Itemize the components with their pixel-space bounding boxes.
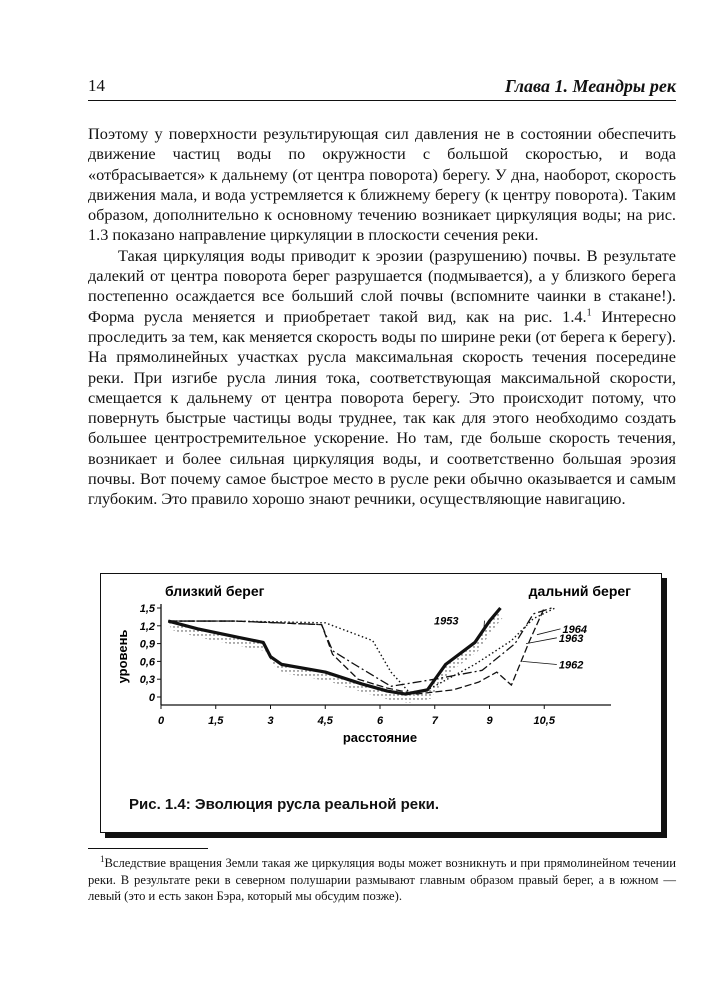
y-tick-label: 1,5 bbox=[139, 603, 155, 615]
footnote bbox=[88, 855, 676, 905]
label-leader bbox=[522, 661, 557, 664]
paragraph-1: Поэтому у поверхности результирующая сил давления не в состоянии обеспечить движение частиц воды по окружности с большой скоростью, и вода «отбрасывается» к дальнему (от центра поворота) берегу. У дна, наоборот, скорость движения мала, и вода устремляется к ближнему берегу (к центру поворота). Таким образом, дополнительно к основному течению возникает циркуляция воды; на рис. 1.3 показано направление циркуляции в плоскости сечения реки. bbox=[88, 124, 676, 245]
series-label-1953: 1953 bbox=[433, 615, 459, 628]
x-tick-label: 9 bbox=[486, 715, 493, 727]
y-tick-label: 1,2 bbox=[139, 620, 155, 633]
running-title: Глава 1. Меандры рек bbox=[504, 76, 676, 96]
y-axis-title: уровень bbox=[115, 629, 130, 684]
footnote-text: Вследствие вращения Земли такая же циркуляция воды может возникнуть и при прямолинейном течении реки. В результате реки в северном полушарии размывают главным образом правый берег, а в южном — левый (это и есть закон Бэра, который мы обсудим позже). bbox=[88, 856, 676, 904]
paragraph-2-part-a: Такая циркуляция воды приводит к эрозии (разрушению) почвы. В результате далекий от центра поворота берег разрушается (подмывается), а у близкого берега постепенно осаждается все больший слой почвы (вспомните чаинки в стакане!). Форма русла меняется и приобретает такой вид, как на рис. 1.4. bbox=[88, 245, 676, 326]
paragraph-2 bbox=[88, 246, 676, 510]
x-tick-label: 0 bbox=[157, 715, 165, 727]
page-header bbox=[88, 76, 676, 101]
y-tick-label: 0,3 bbox=[139, 674, 155, 687]
series-label-1963: 1963 bbox=[558, 632, 584, 645]
x-tick-label: 6 bbox=[376, 715, 384, 727]
footnote-mark: 1 bbox=[100, 853, 105, 864]
x-tick-label: 10,5 bbox=[533, 715, 555, 727]
x-axis-title: расстояние bbox=[342, 730, 418, 745]
river-profile-chart bbox=[101, 574, 661, 832]
figure-caption: Рис. 1.4: Эволюция русла реальной реки. bbox=[129, 796, 440, 813]
x-tick-label: 1,5 bbox=[208, 715, 224, 727]
x-tick-label: 3 bbox=[267, 715, 274, 727]
page-number: 14 bbox=[88, 76, 105, 95]
footnote-reference[interactable]: 1 bbox=[586, 307, 592, 319]
x-tick-label: 7 bbox=[431, 715, 438, 727]
paragraph-2-part-b: Интересно проследить за тем, как меняется скорость воды по ширине реки (от берега к берегу). На прямолинейных участках русла максимальная скорость течения посередине реки. При изгибе русла линия тока, соответствующая максимальной скорости, смещается к дальнему от центра поворота берегу. Это происходит потому, что повернуть быстрые частицы воды труднее, так как для этого необходимо создать большее центростремительное ускорение. Но там, где больше скорость течения, возникает и более сильная циркуляция воды, и соответственно большая эрозия почвы. Вот почему самое быстрое место в русле реки обычно оказывается и самым глубоким. Это правило хорошо знают речники, осуществляющие навигацию. bbox=[88, 306, 676, 509]
body-text bbox=[88, 124, 676, 510]
y-tick-label: 0,9 bbox=[139, 638, 155, 651]
series-label-1964: 1964 bbox=[562, 623, 587, 636]
x-tick-label: 4,5 bbox=[317, 715, 333, 727]
near-bank-label: близкий берег bbox=[165, 583, 265, 599]
y-tick-label: 0,6 bbox=[139, 656, 155, 669]
y-tick-label: 0 bbox=[148, 692, 155, 704]
figure-1-4 bbox=[100, 573, 662, 833]
label-leader bbox=[537, 629, 561, 635]
footnote-rule bbox=[88, 848, 208, 849]
series-label-1962: 1962 bbox=[558, 659, 584, 672]
far-bank-label: дальний берег bbox=[528, 583, 631, 599]
